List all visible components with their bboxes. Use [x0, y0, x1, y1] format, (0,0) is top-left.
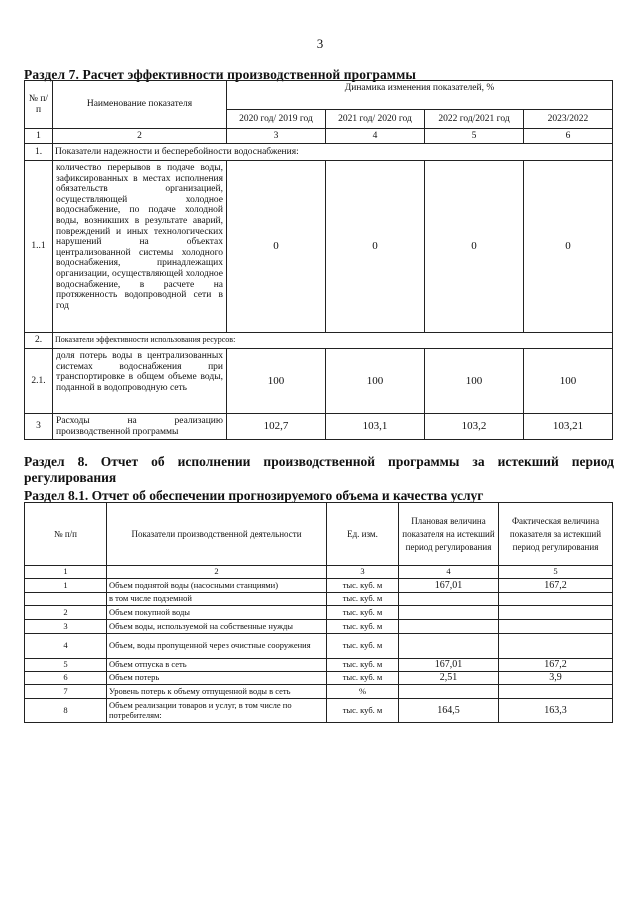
table-row [25, 685, 613, 699]
actual-value [499, 620, 613, 634]
row-num: 3 [25, 414, 53, 440]
indicator-name: Объем поднятой воды (насосными станциями) [107, 579, 327, 593]
table-row [25, 333, 613, 349]
table-row [25, 634, 613, 659]
unit-cell: % [327, 685, 399, 699]
indicator-name: Объем воды, используемой на собственные нужды [107, 620, 327, 634]
row-num: 4 [25, 634, 107, 659]
unit-cell: тыс. куб. м [327, 634, 399, 659]
group-title: Показатели эффективности использования ресурсов: [53, 333, 613, 349]
table-row [25, 659, 613, 672]
indicator-name: Объем отпуска в сеть [107, 659, 327, 672]
planned-value [399, 606, 499, 620]
header-unit: Ед. изм. [327, 503, 399, 566]
row-num: 8 [25, 699, 107, 723]
table-row [25, 161, 613, 333]
col-number: 5 [425, 129, 524, 144]
group-title: Показатели надежности и бесперебойности водоснабжения: [53, 144, 613, 161]
services-report-table [24, 502, 613, 723]
header-num: № п/п [25, 503, 107, 566]
planned-value: 167,01 [399, 659, 499, 672]
col-number: 1 [25, 566, 107, 579]
unit-cell: тыс. куб. м [327, 606, 399, 620]
section7-title: Раздел 7. Расчет эффективности производственной программы [24, 67, 417, 82]
indicator-name: Объем, воды пропущенной через очистные сооружения [107, 634, 327, 659]
header-period: 2021 год/ 2020 год [326, 110, 425, 129]
header-num: № п/п [25, 81, 53, 129]
planned-value [399, 620, 499, 634]
column-number-row [25, 129, 613, 144]
header-period: 2023/2022 [524, 110, 613, 129]
row-num: 1. [25, 144, 53, 161]
column-number-row [25, 566, 613, 579]
table-row [25, 593, 613, 606]
row-num: 2.1. [25, 349, 53, 414]
row-num: 2. [25, 333, 53, 349]
planned-value [399, 685, 499, 699]
actual-value [499, 634, 613, 659]
unit-cell: тыс. куб. м [327, 593, 399, 606]
value-cell: 100 [326, 349, 425, 414]
table-row [25, 144, 613, 161]
planned-value [399, 593, 499, 606]
row-num: 2 [25, 606, 107, 620]
col-number: 4 [399, 566, 499, 579]
row-num [25, 593, 107, 606]
header-actual: Фактическая величина показателя за истекший период регулирования [499, 503, 613, 566]
unit-cell: тыс. куб. м [327, 659, 399, 672]
table-header-row [25, 503, 613, 566]
indicator-name: в том числе подземной [107, 593, 327, 606]
efficiency-table [24, 80, 613, 440]
indicator-name: Объем покупной воды [107, 606, 327, 620]
value-cell: 0 [425, 161, 524, 333]
page-number: 3 [316, 36, 324, 51]
row-num: 1..1 [25, 161, 53, 333]
section81-title: Раздел 8.1. Отчет об обеспечении прогнозируемого объема и качества услуг [24, 488, 484, 503]
col-number: 3 [327, 566, 399, 579]
value-cell: 103,1 [326, 414, 425, 440]
row-num: 3 [25, 620, 107, 634]
indicator-name: Объем реализации товаров и услуг, в том числе по потребителям: [107, 699, 327, 723]
planned-value [399, 634, 499, 659]
indicator-name: Расходы на реализацию производственной программы [53, 414, 227, 440]
indicator-name: Уровень потерь к объему отпущенной воды в сеть [107, 685, 327, 699]
value-cell: 100 [524, 349, 613, 414]
planned-value: 167,01 [399, 579, 499, 593]
planned-value: 164,5 [399, 699, 499, 723]
col-number: 6 [524, 129, 613, 144]
indicator-name: доля потерь воды в централизованных системах водоснабжения при транспортировке в общем объеме воды, поданной в водопроводную сеть [53, 349, 227, 414]
indicator-name: Объем потерь [107, 672, 327, 685]
value-cell: 0 [524, 161, 613, 333]
actual-value [499, 685, 613, 699]
actual-value: 163,3 [499, 699, 613, 723]
col-number: 2 [107, 566, 327, 579]
table-row [25, 579, 613, 593]
col-number: 4 [326, 129, 425, 144]
section8-title: Раздел 8. Отчет об исполнении производственной программы за истекший период регулирования [24, 454, 614, 485]
actual-value: 167,2 [499, 659, 613, 672]
indicator-name: количество перерывов в подаче воды, зафиксированных в местах исполнения обязательств организацией, осуществляющей холодное водоснабжение, по подаче холодной воды, возникших в результате аварий, повреждений и иных технологических нарушений на объектах централизованной системы холодного водоснабжения, принадлежащих организации, осуществляющей холодное водоснабжение, в расчете на протяженность водопроводной сети в год [53, 161, 227, 333]
table-row [25, 414, 613, 440]
table-row [25, 672, 613, 685]
col-number: 2 [53, 129, 227, 144]
row-num: 1 [25, 579, 107, 593]
table-row [25, 349, 613, 414]
table-row [25, 606, 613, 620]
row-num: 5 [25, 659, 107, 672]
header-period: 2020 год/ 2019 год [227, 110, 326, 129]
header-dynamics: Динамика изменения показателей, % [227, 81, 613, 110]
value-cell: 0 [326, 161, 425, 333]
col-number: 5 [499, 566, 613, 579]
header-period: 2022 год/2021 год [425, 110, 524, 129]
col-number: 3 [227, 129, 326, 144]
unit-cell: тыс. куб. м [327, 620, 399, 634]
value-cell: 102,7 [227, 414, 326, 440]
actual-value [499, 606, 613, 620]
unit-cell: тыс. куб. м [327, 579, 399, 593]
actual-value: 167,2 [499, 579, 613, 593]
row-num: 6 [25, 672, 107, 685]
header-planned: Плановая величина показателя на истекший период регулирования [399, 503, 499, 566]
col-number: 1 [25, 129, 53, 144]
value-cell: 100 [227, 349, 326, 414]
table-row [25, 699, 613, 723]
table-header-row [25, 81, 613, 110]
value-cell: 100 [425, 349, 524, 414]
value-cell: 103,2 [425, 414, 524, 440]
planned-value: 2,51 [399, 672, 499, 685]
actual-value [499, 593, 613, 606]
table-row [25, 620, 613, 634]
header-indicator-name: Наименование показателя [53, 81, 227, 129]
header-indicator-name: Показатели производственной деятельности [107, 503, 327, 566]
row-num: 7 [25, 685, 107, 699]
unit-cell: тыс. куб. м [327, 672, 399, 685]
value-cell: 103,21 [524, 414, 613, 440]
value-cell: 0 [227, 161, 326, 333]
actual-value: 3,9 [499, 672, 613, 685]
unit-cell: тыс. куб. м [327, 699, 399, 723]
